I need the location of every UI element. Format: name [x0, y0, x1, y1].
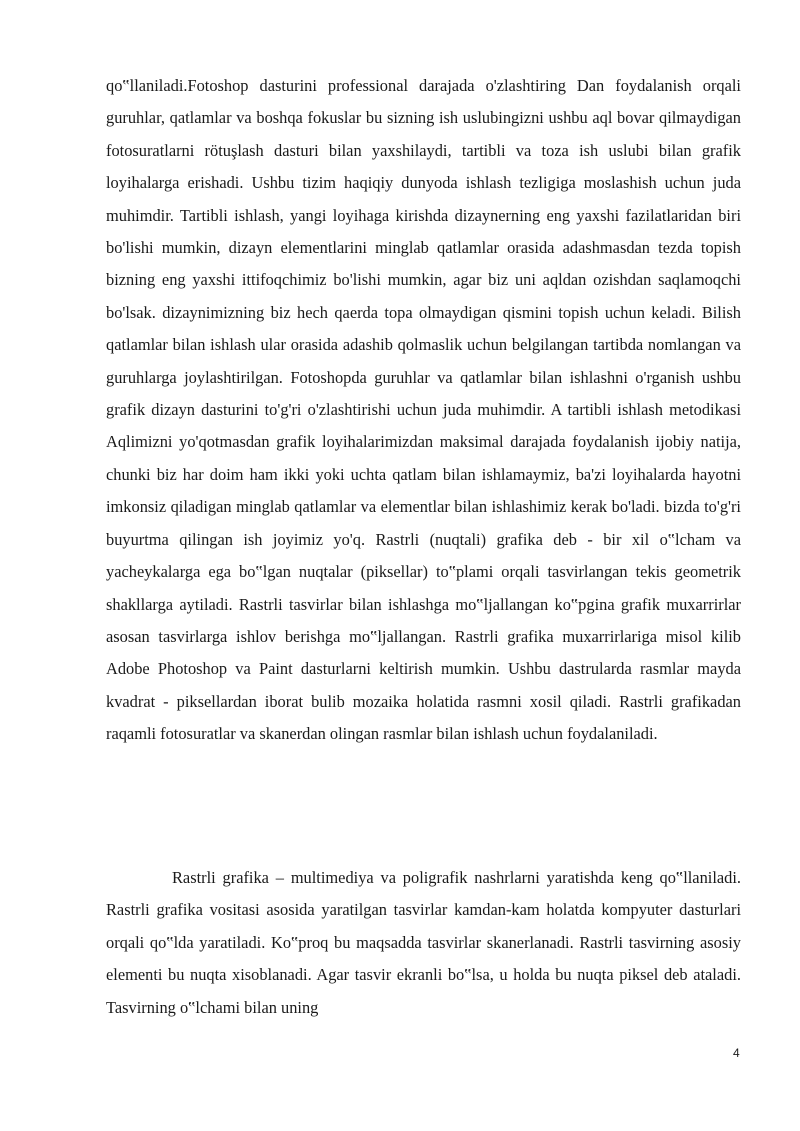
paragraph-continued [106, 70, 741, 751]
paragraph-text: qo‟llaniladi.Fotoshop dasturini professional darajada o'zlashtiring Dan foydalanish orqali guruhlar, qatlamlar va boshqa fokuslar bu sizning ish uslubingizni ushbu aql bovar qilmaydigan fotosuratlarni rötuşlash dasturi bilan yaxshilaydi, tartibli va toza ish uslubi bilan grafik loyihalarga erishadi. Ushbu tizim haqiqiy dunyoda ishlash tezligiga moslashish uchun juda muhimdir. Tartibli ishlash, yangi loyihaga kirishda dizaynerning eng yaxshi fazilatlaridan biri bo'lishi mumkin, dizayn elementlarini minglab qatlamlar orasida adashmasdan tezda topish bizning eng yaxshi ittifoqchimiz bo'lishi mumkin, agar biz uni aqldan ozishdan saqlamoqchi bo'lsak. dizaynimizning biz hech qaerda topa olmaydigan qismini topish uchun keladi. Bilish qatlamlar bilan ishlash ular orasida adashib qolmaslik uchun belgilangan tartibda nomlangan va guruhlarga joylashtirilgan. Fotoshopda guruhlar va qatlamlar bilan ishlashni o'rganish ushbu grafik dizayn dasturini to'g'ri o'zlashtirishi uchun juda muhimdir. A tartibli ishlash metodikasi Aqlimizni yo'qotmasdan grafik loyihalarimizdan maksimal darajada foydalanish ijobiy natija, chunki biz har doim ham ikki yoki uchta qatlam bilan ishlamaymiz, ba'zi loyihalarda hayotni imkonsiz qiladigan minglab qatlamlar va elementlar bilan ishlashimiz kerak bo'ladi. bizda to'g'ri buyurtma qilingan ish joyimiz yo'q. Rastrli (nuqtali) grafika deb - bir xil o‟lcham va yacheykalarga ega bo‟lgan nuqtalar (piksellar) to‟plami orqali tasvirlangan tekis geometrik shakllarga aytiladi. Rastrli tasvirlar bilan ishlashga mo‟ljallangan ko‟pgina grafik muxarrirlar asosan tasvirlarga ishlov berishga mo‟ljallangan. Rastrli grafika muxarrirlariga misol kilib Adobe Photoshop va Paint dasturlarni keltirish mumkin. Ushbu dastrularda rasmlar mayda kvadrat - piksellardan iborat bulib mozaika holatida rasmni xosil qiladi. Rastrli grafikadan raqamli fotosuratlar va skanerdan olingan rasmlar bilan ishlash uchun foydalaniladi. [106, 76, 741, 744]
paragraph-text: Rastrli grafika – multimediya va poligrafik nashrlarni yaratishda keng qo‟llaniladi. Rastrli grafika vositasi asosida yaratilgan tasvirlar kamdan-kam holatda kompyuter dasturlari orqali qo‟lda yaratiladi. Ko‟proq bu maqsadda tasvirlar skanerlanadi. Rastrli tasvirning asosiy elementi bu nuqta xisoblanadi. Agar tasvir ekranli bo‟lsa, u holda bu nuqta piksel deb ataladi. Tasvirning o‟lchami bilan uning [106, 868, 741, 1017]
page-number: 4 [733, 1046, 740, 1060]
paragraph-rastrli-grafika [106, 862, 741, 1024]
